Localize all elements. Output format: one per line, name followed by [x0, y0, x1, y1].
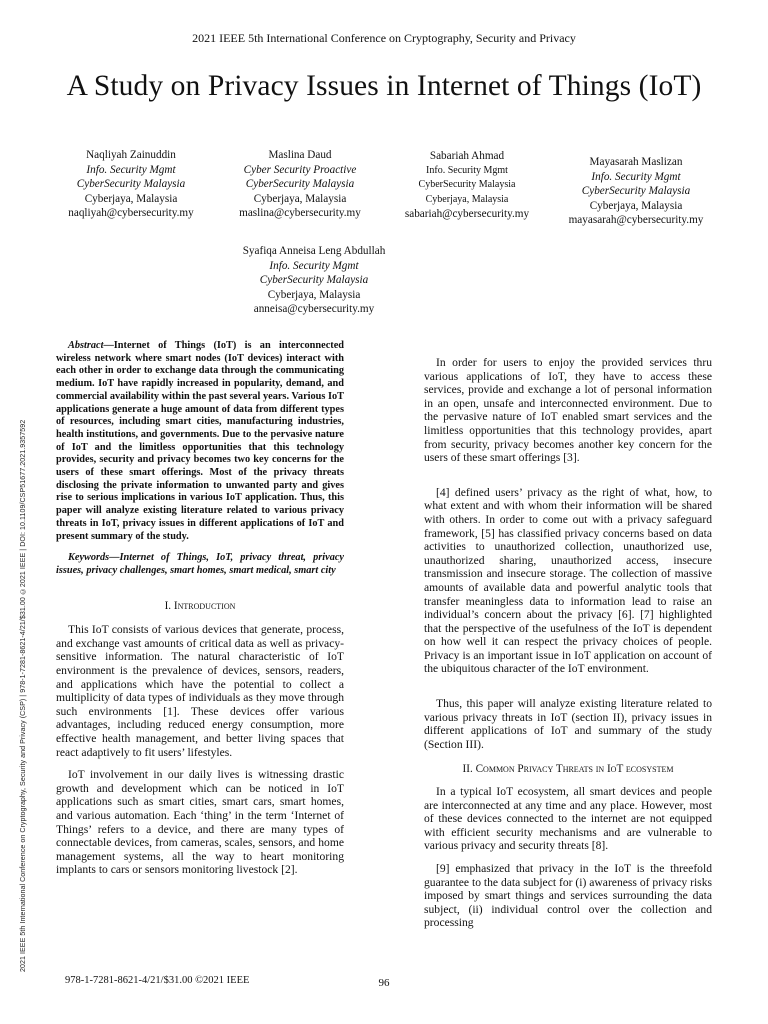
author-org: CyberSecurity Malaysia [581, 185, 691, 197]
body-paragraph: This IoT consists of various devices that generate, process, and exchange vast amounts of critical data as well as privacy-sensitive information. The natural characteristic of IoT environment is the prevalence of devices, sensors, readers, and applications which have the potential to collect a multiplicity of data types of individuals as they move through such environments [1]. These devices offer various advantages, including reduced energy consumption, more effective health management, and better living spaces that react adaptively to fit users’ lifestyles. [56, 623, 344, 759]
page-number: 96 [378, 977, 390, 989]
footer-isbn: 978-1-7281-8621-4/21/$31.00 ©2021 IEEE [65, 975, 250, 986]
author-name: Syafiqa Anneisa Leng Abdullah [242, 245, 386, 257]
author-org: CyberSecurity Malaysia [245, 178, 355, 190]
author-email: mayasarah@cybersecurity.my [568, 214, 704, 226]
author-location: Cyberjaya, Malaysia [425, 193, 509, 205]
author-name: Mayasarah Maslizan [589, 156, 683, 168]
author-email: anneisa@cybersecurity.my [253, 303, 375, 315]
body-paragraph: [9] emphasized that privacy in the IoT is the threefold guarantee to the data subject for (i) awareness of privacy risks imposed by smart things and services surrounding the data subject, (ii) individual control over the collection and processing [424, 862, 712, 930]
body-paragraph: In a typical IoT ecosystem, all smart devices and people are interconnected at any time and any place. However, most of these devices connected to the internet are not equipped with efficient security mechanisms and are vulnerable to various privacy and security threats [8]. [424, 785, 712, 853]
author-email: sabariah@cybersecurity.my [404, 208, 530, 220]
author-dept: Cyber Security Proactive [243, 163, 357, 176]
author-name: Sabariah Ahmad [429, 150, 505, 162]
body-paragraph: [4] defined users’ privacy as the right of what, how, to what extent and with whom their information will be shared with others. In order to come out with a privacy safeguard framework, [5] has classified privacy concerns based on data activities to unauthorized collection, unauthorized use, unauthorized sharing, unauthorized access, insecure transmission and insecure storage. The collection of massive amounts of available data and powerful analytic tools that transfer meaningless data to information lead to raise an individual’s concern about the privacy [6]. [7] highlighted that the perspective of the usefulness of the IoT is dependent on how well it can respect the privacy choices of people. Privacy is an important issue in IoT application on account of the ubiquitous character of the IoT environment. [424, 485, 712, 676]
abstract-lead: Abstract [68, 340, 104, 351]
author-email: maslina@cybersecurity.my [239, 207, 361, 219]
section-heading: I. Introduction [164, 599, 236, 612]
body-paragraph: IoT involvement in our daily lives is witnessing drastic growth and development which can be noticed in IoT applications such as smart cities, smart cars, smart homes, and various automation. Each ‘thing’ in the term ‘Internet of Things’ refers to a device, and there are many types of connectable devices, from cameras, scales, sensors, and home management systems, all the way to heart monitoring implants to cars or sensors monitoring livestock [2]. [56, 768, 344, 877]
author-dept: Info. Security Mgmt [591, 170, 681, 183]
author-email: naqliyah@cybersecurity.my [68, 207, 194, 219]
body-paragraph: In order for users to enjoy the provided services thru various applications of IoT, they have to access these services, provide and exchange a lot of personal information in an open, unsafe and interconnected environment. Due to the pervasive nature of IoT enabled smart services and the limitless opportunities that this technology provides, apart from security, privacy becomes another key concern for the users of these smart offerings [3]. [424, 356, 712, 465]
keywords: Keywords—Internet of Things, IoT, privacy threat, privacy issues, privacy challenges, smart homes, smart medical, smart city [56, 552, 344, 576]
conference-header: 2021 IEEE 5th International Conference on Cryptography, Security and Privacy [192, 31, 576, 45]
author-org: CyberSecurity Malaysia [418, 179, 516, 190]
body-paragraph: Thus, this paper will analyze existing literature related to various privacy threats in IoT (section II), privacy issues in different applications of IoT and summary of the study (Section III). [424, 697, 712, 751]
author-dept: Info. Security Mgmt [86, 163, 176, 176]
right-column [424, 356, 712, 939]
author-org: CyberSecurity Malaysia [76, 178, 186, 190]
author-block [214, 244, 414, 317]
author-block [392, 149, 542, 222]
author-block [556, 155, 716, 228]
left-column [56, 340, 344, 886]
author-location: Cyberjaya, Malaysia [253, 192, 347, 205]
author-dept: Info. Security Mgmt [269, 259, 359, 272]
author-location: Cyberjaya, Malaysia [589, 199, 683, 212]
abstract-text: —Internet of Things (IoT) is an interconnected wireless network where smart nodes (IoT devices) interact with each other in order to exchange data through the communicating medium. IoT have rapidly increased in popularity, demand, and commercial availability within the past several years. Various IoT applications generate a huge amount of data from different types of resources, including smart cities, manufacturing industries, health institutions, and governments. Due to the pervasive nature of IoT and the limitless opportunities that this technology provides, security and privacy becomes two key concerns for the users of these smart offerings. Most of the privacy threats disclosing the private information to unwanted party and gives rise to serious implications in various IoT application. Thus, this paper will analyze existing literature related to various privacy threats in IoT, privacy issues in different applications of IoT and present summary of the study. [56, 340, 344, 542]
author-location: Cyberjaya, Malaysia [84, 192, 178, 205]
author-location: Cyberjaya, Malaysia [267, 288, 361, 301]
section-heading: II. Common Privacy Threats in IoT ecosystem [462, 763, 674, 776]
side-identifier: 2021 IEEE 5th International Conference on Cryptography, Security and Privacy (CSP) | 978-1-7281-8621-4/21/$31.00 ©2021 IEEE | DOI: 10.1109/CSP51677.2021.9357592 [19, 419, 27, 972]
paper-title: A Study on Privacy Issues in Internet of Things (IoT) [66, 70, 702, 102]
author-name: Maslina Daud [268, 149, 332, 161]
abstract [56, 340, 344, 543]
author-block [56, 148, 206, 221]
author-dept: Info. Security Mgmt [426, 164, 508, 176]
author-name: Naqliyah Zainuddin [86, 149, 176, 161]
author-block [225, 148, 375, 221]
author-org: CyberSecurity Malaysia [259, 274, 369, 286]
